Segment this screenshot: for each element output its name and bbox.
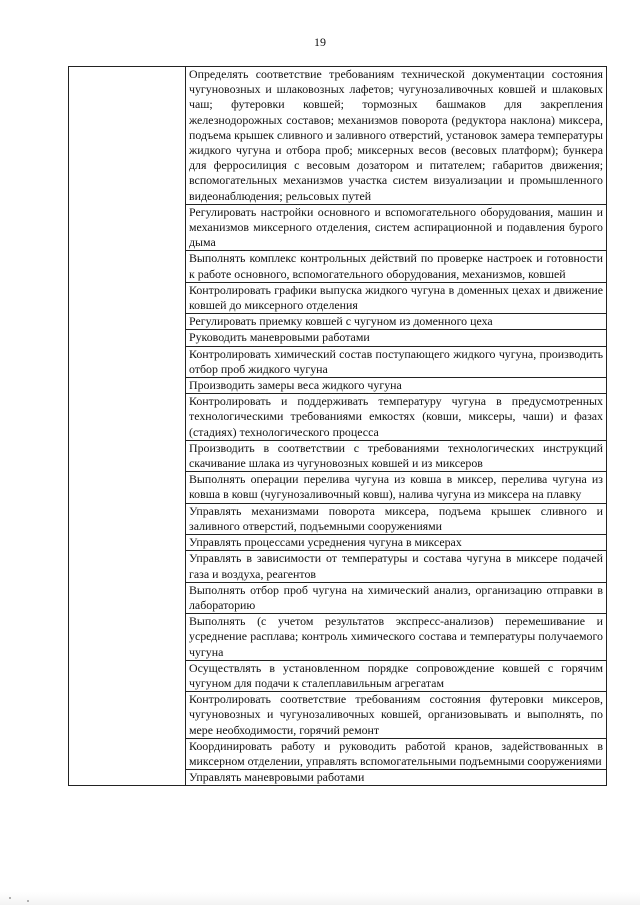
labor-action-cell: Управлять механизмами поворота миксера, подъема крышек сливного и заливного отверстий, подъемными сооружениями <box>186 503 607 534</box>
labor-action-cell: Контролировать графики выпуска жидкого чугуна в доменных цехах и движение ковшей до миксерного отделения <box>186 282 607 313</box>
labor-action-cell: Выполнять (с учетом результатов экспресс-анализов) перемешивание и усреднение расплава; контроль химического состава и температуры получаемого чугуна <box>186 614 607 661</box>
labor-action-cell: Управлять маневровыми работами <box>186 770 607 786</box>
labor-action-cell: Контролировать химический состав поступающего жидкого чугуна, производить отбор проб жидкого чугуна <box>186 346 607 377</box>
labor-action-cell: Управлять процессами усреднения чугуна в миксерах <box>186 535 607 551</box>
labor-action-cell: Осуществлять в установленном порядке сопровождение ковшей с горячим чугуном для подачи к сталеплавильным агрегатам <box>186 660 607 691</box>
labor-action-cell: Регулировать приемку ковшей с чугуном из доменного цеха <box>186 314 607 330</box>
labor-action-cell: Контролировать и поддерживать температуру чугуна в предусмотренных технологическими требованиями емкостях (ковши, миксеры, чаши) и фазах (стадиях) технологического процесса <box>186 394 607 441</box>
labor-action-cell: Выполнять операции перелива чугуна из ковша в миксер, перелива чугуна из ковша в ковш (чугунозаливочный ковш), налива чугуна из миксера на плавку <box>186 472 607 503</box>
labor-actions-table <box>68 66 607 786</box>
labor-action-cell: Управлять в зависимости от температуры и состава чугуна в миксере подачей газа и воздуха, реагентов <box>186 551 607 582</box>
labor-action-cell: Производить в соответствии с требованиями технологических инструкций скачивание шлака из чугуновозных ковшей и из миксеров <box>186 440 607 471</box>
labor-action-cell: Определять соответствие требованиям технической документации состояния чугуновозных и шлаковозных лафетов; чугунозаливочных ковшей и шлаковых чаш; футеровки ковшей; тормозных башмаков для закрепления железнодорожных составов; механизмов поворота (редуктора наклона) миксера, подъема крышек сливного и заливного отверстий, установок замера температуры жидкого чугуна и отбора проб; миксерных весов (весовых платформ); бункера для ферросилиция с весовым дозатором и питателем; габаритов движения; вспомогательных механизмов участка систем визуализации и промышленного видеонаблюдения; рельсовых путей <box>186 67 607 205</box>
labor-action-cell: Контролировать соответствие требованиям состояния футеровки миксеров, чугуновозных и чугунозаливочных ковшей, организовывать и выполнять, по мере необходимости, горячий ремонт <box>186 692 607 739</box>
labor-action-cell: Выполнять комплекс контрольных действий по проверке настроек и готовности к работе основного, вспомогательного оборудования, механизмов, ковшей <box>186 251 607 282</box>
table-row <box>69 67 607 205</box>
scan-speck <box>9 897 11 899</box>
scan-speck <box>27 900 29 902</box>
labor-action-cell: Руководить маневровыми работами <box>186 330 607 346</box>
page-number: 19 <box>314 35 326 49</box>
labor-action-cell: Координировать работу и руководить работой кранов, задействованных в миксерном отделении, управлять вспомогательными подъемными сооружениями <box>186 738 607 769</box>
table-body <box>69 67 607 786</box>
labor-action-cell: Регулировать настройки основного и вспомогательного оборудования, машин и механизмов миксерного отделения, систем аспирационной и подавления бурого дыма <box>186 204 607 251</box>
scan-edge-shadow <box>0 892 640 905</box>
function-cell-empty <box>69 67 186 786</box>
labor-action-cell: Производить замеры веса жидкого чугуна <box>186 378 607 394</box>
labor-action-cell: Выполнять отбор проб чугуна на химический анализ, организацию отправки в лабораторию <box>186 582 607 613</box>
